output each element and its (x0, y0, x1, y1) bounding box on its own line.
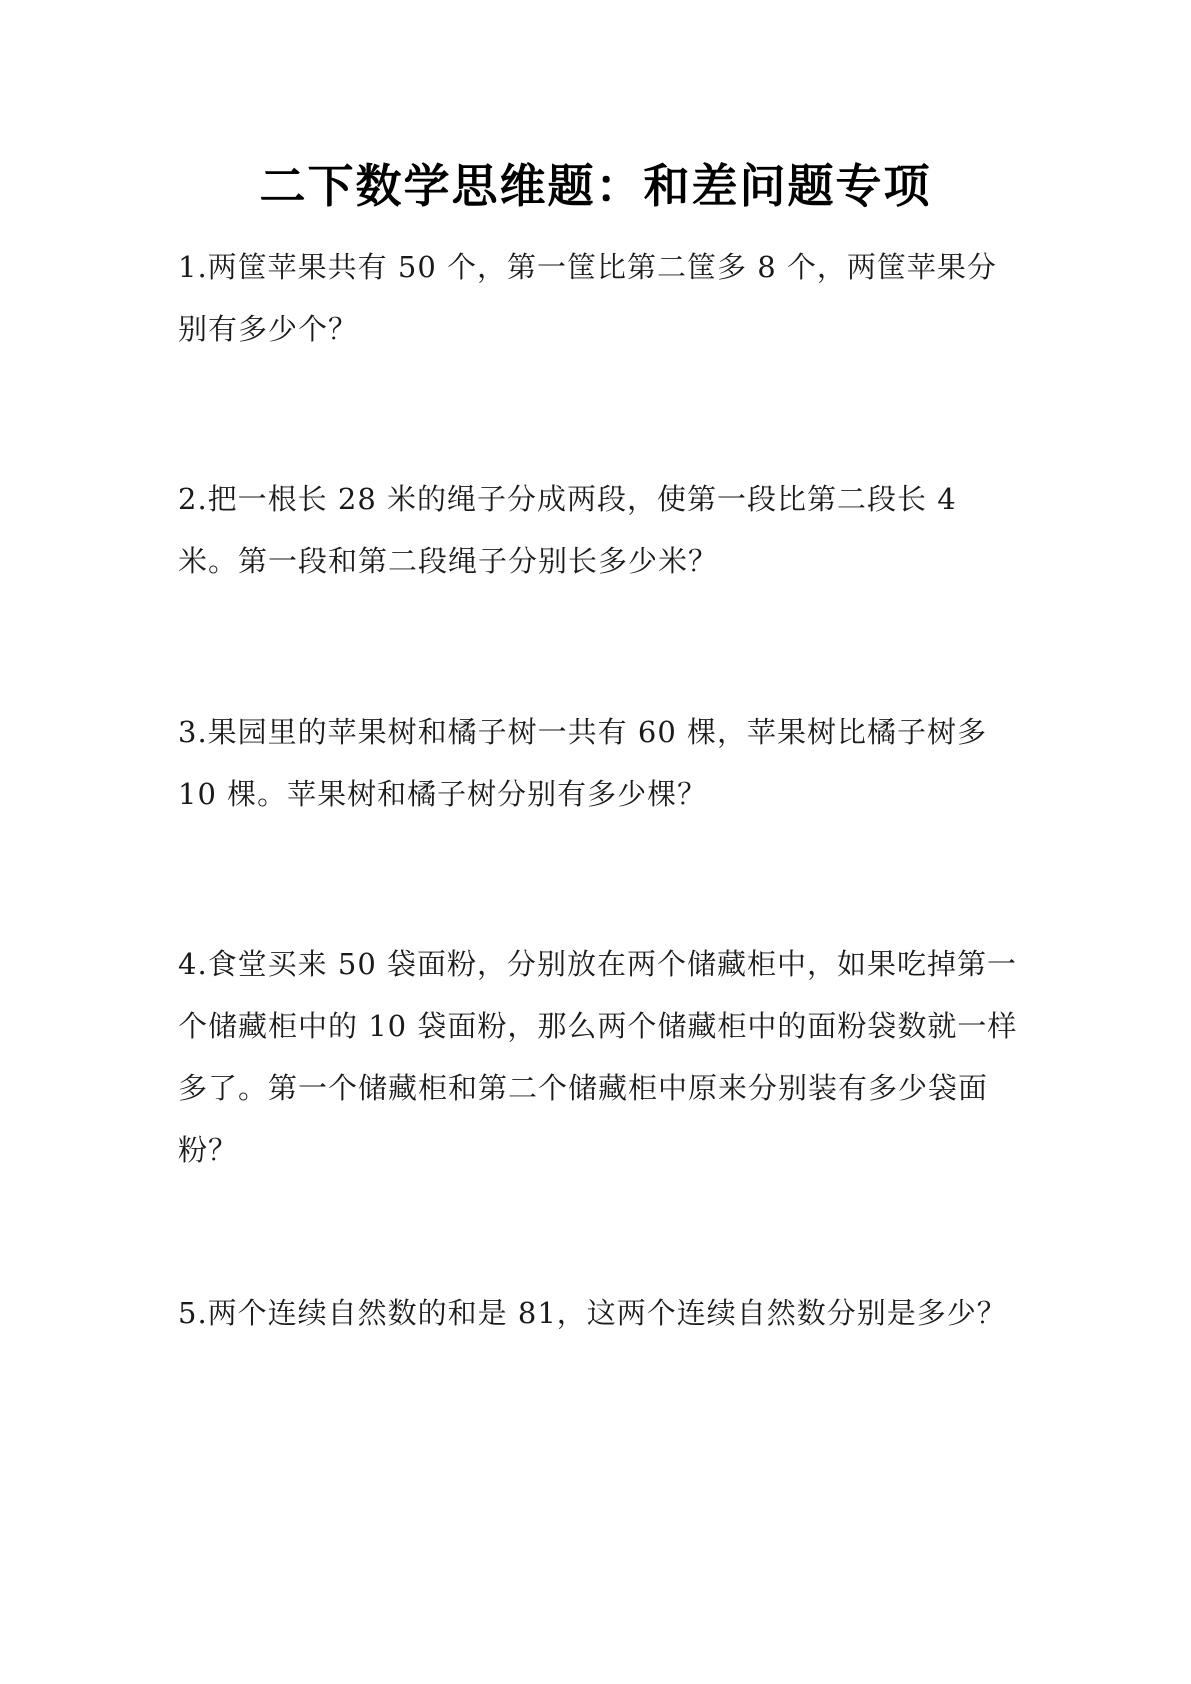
question-3 (178, 701, 1018, 825)
question-1 (178, 236, 1018, 360)
page-title: 二下数学思维题：和差问题专项 (259, 159, 932, 213)
question-number: 1. (178, 250, 208, 284)
question-number: 4. (178, 947, 208, 981)
question-number: 5. (178, 1296, 208, 1330)
question-2 (178, 468, 1018, 592)
question-number: 3. (178, 715, 208, 749)
question-number: 2. (178, 482, 208, 516)
question-5 (178, 1282, 1018, 1344)
question-text: 把一根长 28 米的绳子分成两段，使第一段比第二段长 4 米。第一段和第二段绳子分别长多少米？ (178, 482, 957, 578)
question-text: 食堂买来 50 袋面粉，分别放在两个储藏柜中，如果吃掉第一个储藏柜中的 10 袋面粉，那么两个储藏柜中的面粉袋数就一样多了。第一个储藏柜和第二个储藏柜中原来分别装有多少袋面粉？ (178, 947, 1018, 1167)
question-text: 两筐苹果共有 50 个，第一筐比第二筐多 8 个，两筐苹果分别有多少个？ (178, 250, 997, 346)
question-4 (178, 933, 1018, 1181)
question-text: 果园里的苹果树和橘子树一共有 60 棵，苹果树比橘子树多 10 棵。苹果树和橘子树分别有多少棵？ (178, 715, 988, 811)
question-text: 两个连续自然数的和是 81，这两个连续自然数分别是多少？ (207, 1296, 1007, 1330)
